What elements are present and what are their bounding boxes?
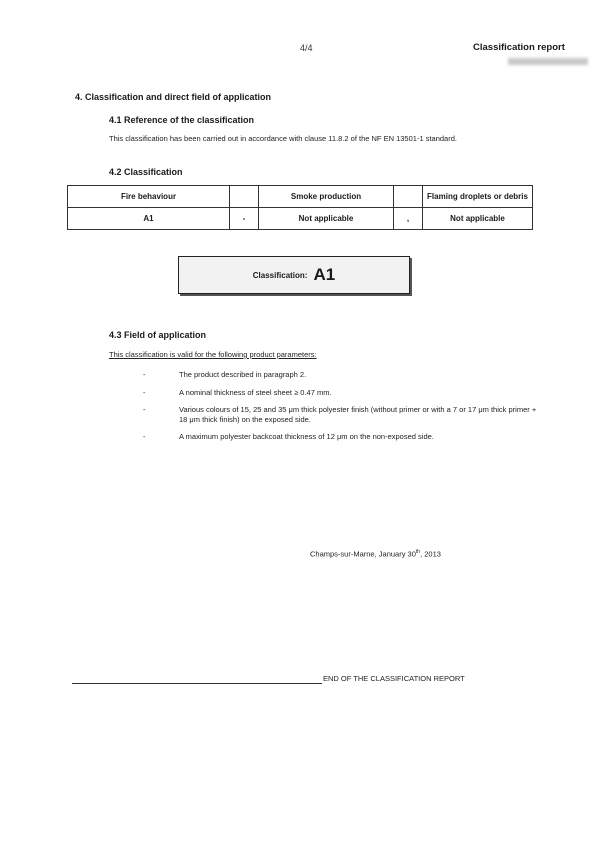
place-date (310, 549, 441, 559)
value-separator-1: - (230, 208, 259, 230)
end-rule (72, 683, 322, 684)
header-fire-behaviour: Fire behaviour (68, 186, 230, 208)
page-number: 4/4 (300, 43, 313, 53)
place-date-sup: th (415, 549, 421, 555)
header-flaming-droplets: Flaming droplets or debris (423, 186, 533, 208)
list-item-text: A maximum polyester backcoat thickness of 12 μm on the non-exposed side. (179, 432, 434, 441)
field-title: 4.3 Field of application (109, 330, 207, 340)
field-intro: This classification is valid for the following product parameters: (109, 350, 317, 359)
value-separator-2: , (394, 208, 423, 230)
list-bullet: - (143, 387, 146, 397)
classification-box-value: A1 (313, 265, 336, 284)
report-title: Classification report (473, 42, 565, 53)
value-flaming-droplets: Not applicable (423, 208, 533, 230)
value-smoke-production: Not applicable (259, 208, 394, 230)
list-item-text: Various colours of 15, 25 and 35 μm thick polyester finish (without primer or with a 7 or 17 μm thick primer + 18 μm thick finish) on the exposed side. (179, 405, 537, 424)
reference-title: 4.1 Reference of the classification (109, 115, 255, 125)
section-title: 4. Classification and direct field of application (75, 92, 272, 102)
classification-title: 4.2 Classification (109, 167, 183, 177)
value-fire-behaviour: A1 (68, 208, 230, 230)
header-separator-1 (230, 186, 259, 208)
list-item (143, 388, 538, 398)
list-item (143, 405, 538, 424)
table-value-row (68, 208, 533, 230)
list-item (143, 370, 538, 380)
table-header-row (68, 186, 533, 208)
classification-box-label: Classification: (252, 270, 308, 280)
redacted-bar (508, 58, 588, 65)
parameter-list (143, 370, 538, 450)
end-of-report: END OF THE CLASSIFICATION REPORT (323, 674, 465, 683)
place-date-prefix: Champs-sur-Marne, January 30 (310, 549, 416, 559)
list-bullet: - (143, 432, 146, 441)
list-bullet: - (143, 370, 146, 379)
place-date-suffix: , 2013 (420, 549, 441, 559)
reference-text: This classification has been carried out in accordance with clause 11.8.2 of the NF EN 13501-1 standard. (109, 134, 457, 143)
header-separator-2 (394, 186, 423, 208)
list-item (143, 432, 538, 442)
list-item-text: A nominal thickness of steel sheet ≥ 0.47 mm. (179, 387, 332, 397)
classification-table (67, 185, 533, 230)
classification-box (178, 256, 410, 294)
list-bullet: - (143, 405, 146, 414)
header-smoke-production: Smoke production (259, 186, 394, 208)
list-item-text: The product described in paragraph 2. (179, 370, 307, 379)
